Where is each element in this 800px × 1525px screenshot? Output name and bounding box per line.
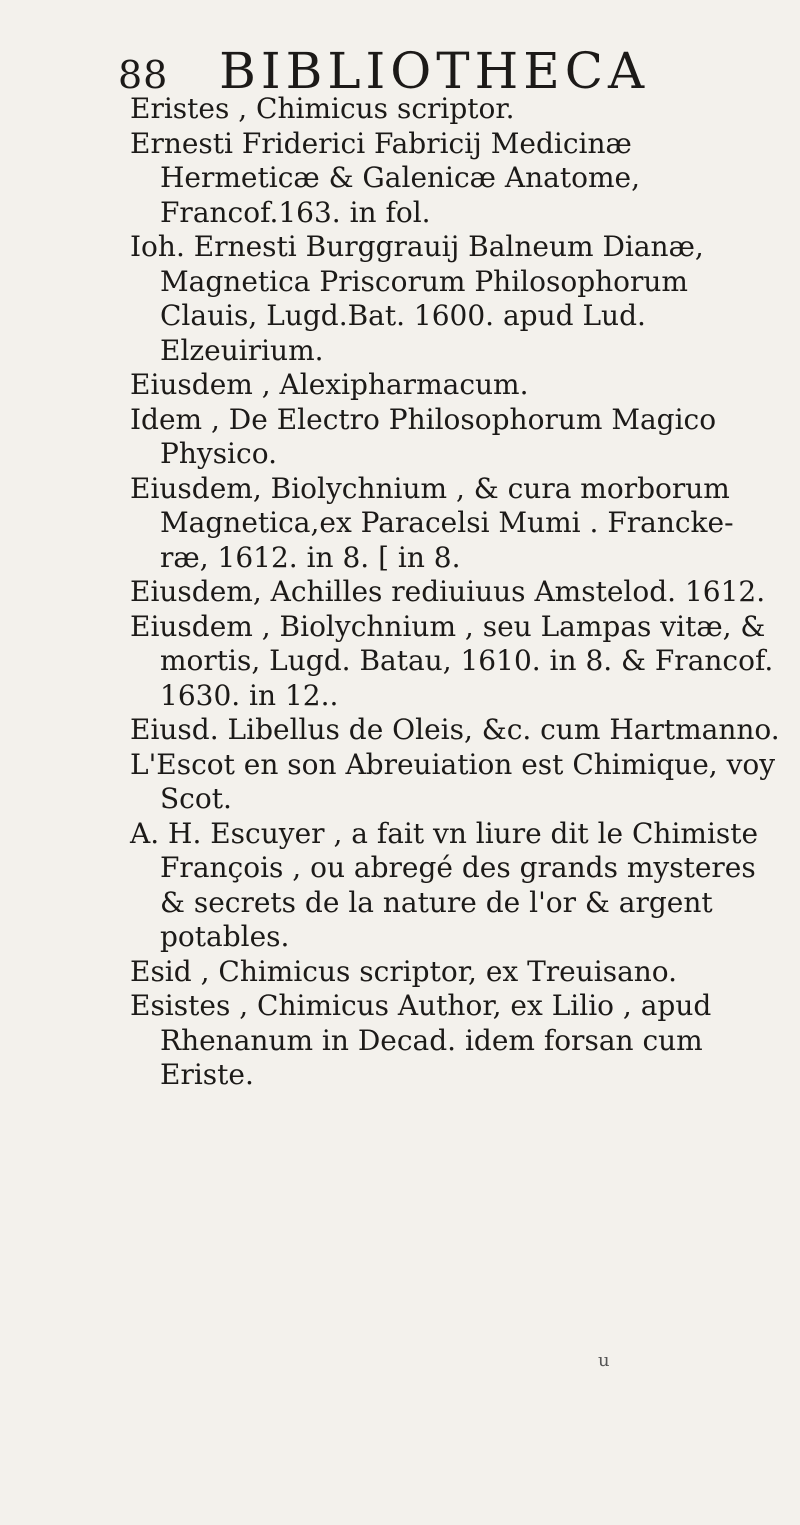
entry-alexipharmacum: Eiusdem , Alexipharmacum. [130, 368, 529, 401]
running-title: BIBLIOTHECA [219, 42, 650, 100]
entry-lescot: L'Escot en son Abreuiation est Chimique, voy Scot. [130, 747, 776, 815]
entry-esistes: Esistes , Chimicus Author, ex Lilio , apud Rhenanum in Decad. idem forsan cum Eriste. [130, 989, 712, 1091]
entry-burggrauij: Ioh. Ernesti Burggrauij Balneum Dianæ, Magnetica Priscorum Philosophorum Clauis, Lugd.Bat. 1600. apud Lud. Elzeuirium. [130, 230, 704, 367]
entry-de-electro: Idem , De Electro Philosophorum Magico Physico. [130, 402, 717, 470]
entry-biolychnium-lampas: Eiusdem , Biolychnium , seu Lampas vitæ, & mortis, Lugd. Batau, 1610. in 8. & Francof. 1630. in 12.. [130, 609, 774, 712]
entry-ernesti-fabricij: Ernesti Friderici Fabricij Medicinæ Hermeticæ & Galenicæ Anatome, Francof.163. in fol. [130, 126, 640, 229]
entry-achilles: Eiusdem, Achilles rediuiuus Amstelod. 1612. [130, 575, 766, 608]
signature-mark: u [598, 1350, 610, 1371]
entry-eristes: Eristes , Chimicus scriptor. [130, 92, 515, 125]
entry-escuyer: A. H. Escuyer , a fait vn liure dit le Chimiste François , ou abregé des grands mysteres & secrets de la nature de l'or & argent potables. [130, 816, 759, 953]
entry-esid: Esid , Chimicus scriptor, ex Treuisano. [130, 954, 678, 988]
entry-libellus-de-oleis: Eiusd. Libellus de Oleis, &c. cum Hartmanno. [130, 713, 780, 746]
page-number: 88 [118, 53, 169, 97]
bibliography-entries [130, 92, 780, 1093]
entry-biolychnium-cura: Eiusdem, Biolychnium , & cura morborum Magnetica,ex Paracelsi Mumi . Francke-ræ, 1612. in 8. [ in 8. [130, 471, 734, 574]
